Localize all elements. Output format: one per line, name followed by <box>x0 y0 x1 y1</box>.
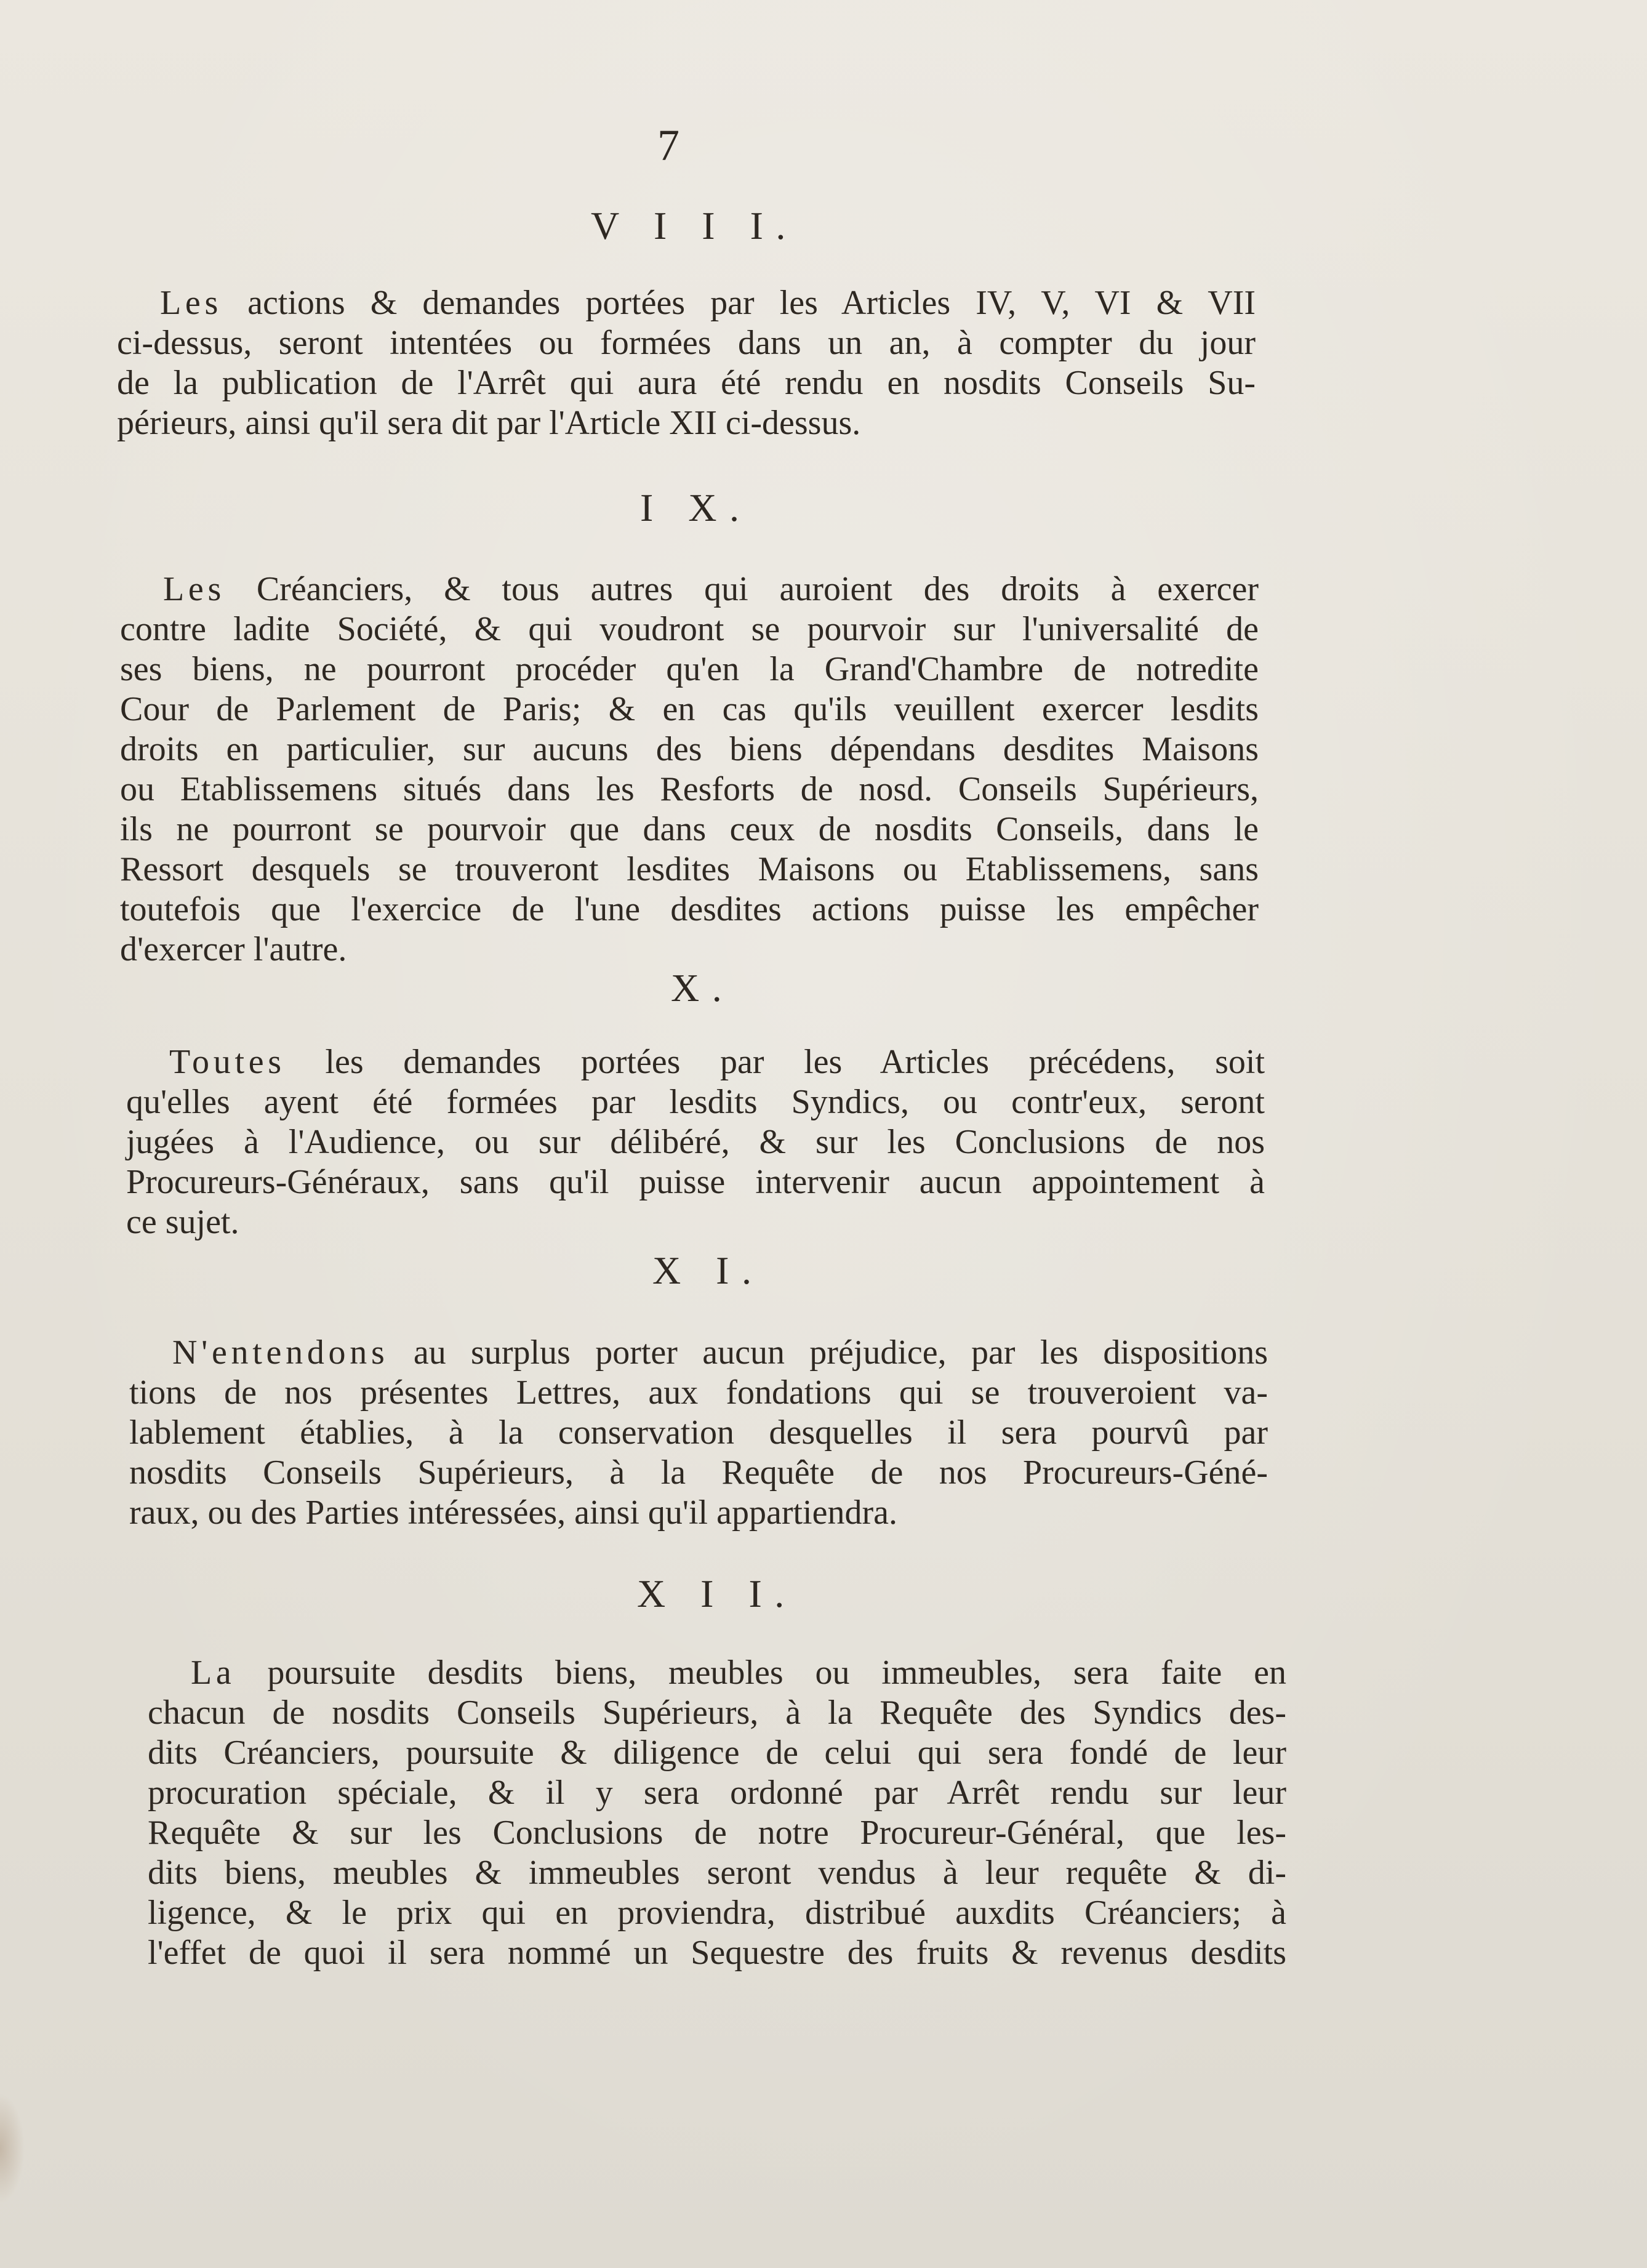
paragraph-line: d'exercer l'autre. <box>120 930 347 968</box>
article-10-paragraph <box>126 1042 1265 1242</box>
paragraph-line: ou Etablissemens situés dans les Resforts de nosd. Conseils Supérieurs, <box>120 770 1259 808</box>
paragraph-line: nosdits Conseils Supérieurs, à la Requête de nos Procureurs-Géné- <box>129 1454 1268 1492</box>
paragraph-line: ses biens, ne pourront procéder qu'en la Grand'Chambre de notredite <box>120 650 1259 688</box>
article-12-paragraph <box>148 1653 1286 1973</box>
paragraph-line: ci-dessus, seront intentées ou formées dans un an, à compter du jour <box>117 324 1256 362</box>
paragraph-line: ce sujet. <box>126 1203 239 1241</box>
paragraph-line: de la publication de l'Arrêt qui aura été rendu en nosdits Conseils Su- <box>117 364 1256 402</box>
paragraph-line: raux, ou des Parties intéressées, ainsi qu'il appartiendra. <box>129 1494 897 1532</box>
paragraph-line: Les actions & demandes portées par les Articles IV, V, VI & VII <box>160 284 1256 322</box>
article-8-paragraph <box>117 283 1256 443</box>
paragraph-line: jugées à l'Audience, ou sur délibéré, & sur les Conclusions de nos <box>126 1123 1265 1161</box>
article-heading-9: I X. <box>640 486 752 529</box>
paragraph-lead-word: Les <box>163 570 226 608</box>
article-heading-11: X I. <box>652 1249 764 1292</box>
article-9-paragraph <box>120 569 1259 970</box>
paragraph-line: l'effet de quoi il sera nommé un Sequestre des fruits & revenus desdits <box>148 1934 1286 1972</box>
paragraph-line: La poursuite desdits biens, meubles ou immeubles, sera faite en <box>191 1654 1286 1692</box>
paragraph-line: chacun de nosdits Conseils Supérieurs, à la Requête des Syndics des- <box>148 1694 1286 1732</box>
paragraph-line: procuration spéciale, & il y sera ordonné par Arrêt rendu sur leur <box>148 1774 1286 1812</box>
paragraph-line: dits Créanciers, poursuite & diligence de celui qui sera fondé de leur <box>148 1734 1286 1772</box>
paragraph-line: toutefois que l'exercice de l'une desdites actions puisse les empêcher <box>120 890 1259 928</box>
page-edge-shadow <box>0 2093 25 2204</box>
paragraph-line: N'entendons au surplus porter aucun préjudice, par les dispositions <box>172 1333 1268 1372</box>
article-heading-12: X I I. <box>637 1572 797 1615</box>
paragraph-lead-word: Toutes <box>169 1043 286 1081</box>
paragraph-line: Toutes les demandes portées par les Articles précédens, soit <box>169 1043 1265 1081</box>
paragraph-line: Requête & sur les Conclusions de notre Procureur-Général, que les- <box>148 1814 1286 1852</box>
paragraph-line: ils ne pourront se pourvoir que dans ceux de nosdits Conseils, dans le <box>120 810 1259 848</box>
paragraph-line: tions de nos présentes Lettres, aux fondations qui se trouveroient va- <box>129 1373 1268 1412</box>
paragraph-line: lablement établies, à la conservation desquelles il sera pourvû par <box>129 1413 1268 1452</box>
paragraph-line: Cour de Parlement de Paris; & en cas qu'ils veuillent exercer lesdits <box>120 690 1259 728</box>
paragraph-line: Ressort desquels se trouveront lesdites Maisons ou Etablissemens, sans <box>120 850 1259 888</box>
paragraph-line: qu'elles ayent été formées par lesdits Syndics, ou contr'eux, seront <box>126 1083 1265 1121</box>
paragraph-line: Les Créanciers, & tous autres qui auroient des droits à exercer <box>163 570 1259 608</box>
paragraph-line: Procureurs-Généraux, sans qu'il puisse intervenir aucun appointement à <box>126 1163 1265 1201</box>
article-heading-10: X. <box>671 966 735 1010</box>
paragraph-line: périeurs, ainsi qu'il sera dit par l'Article XII ci-dessus. <box>117 404 861 442</box>
paragraph-line: droits en particulier, sur aucuns des biens dépendans desdites Maisons <box>120 730 1259 768</box>
article-heading-8: V I I I. <box>591 204 798 247</box>
paragraph-line: dits biens, meubles & immeubles seront vendus à leur requête & di- <box>148 1854 1286 1892</box>
paragraph-line: contre ladite Société, & qui voudront se pourvoir sur l'universalité de <box>120 610 1259 648</box>
page-number: 7 <box>657 121 679 170</box>
paragraph-line: ligence, & le prix qui en proviendra, distribué auxdits Créanciers; à <box>148 1894 1286 1932</box>
paragraph-lead-word: La <box>191 1654 236 1692</box>
paragraph-lead-word: N'entendons <box>172 1333 389 1372</box>
article-11-paragraph <box>129 1333 1268 1533</box>
paragraph-lead-word: Les <box>160 284 223 322</box>
